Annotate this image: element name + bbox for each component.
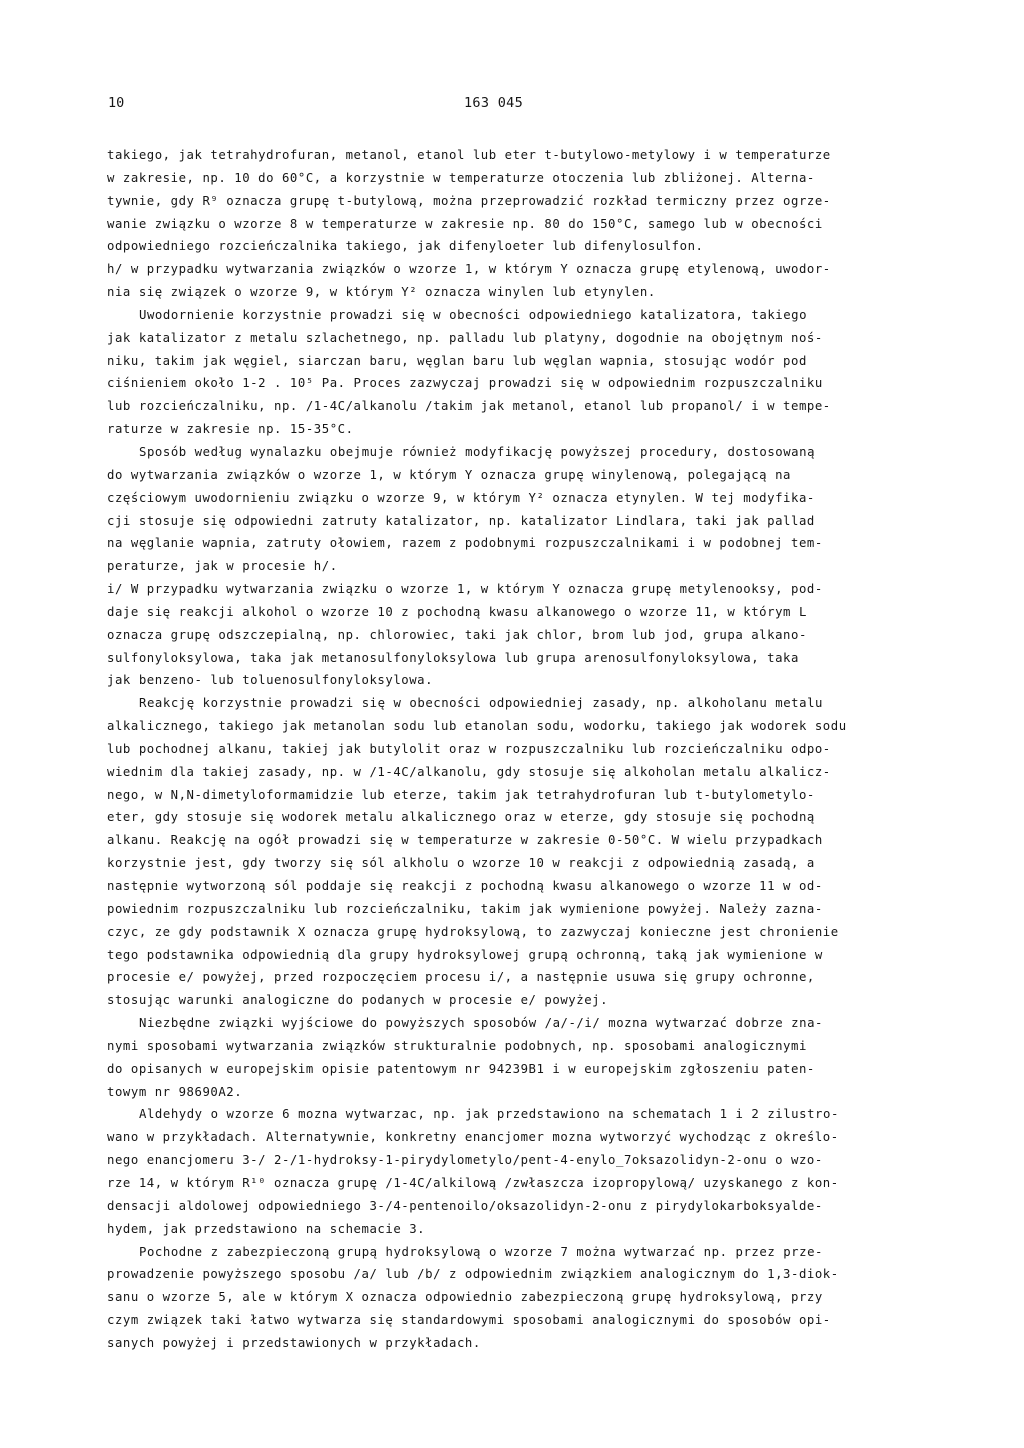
text-line: częściowym uwodornieniu związku o wzorze 9, w którym Y² oznacza etynylen. W tej modyfika-	[107, 490, 815, 505]
text-line: raturze w zakresie np. 15-35°C.	[107, 422, 354, 437]
text-line: Sposób według wynalazku obejmuje również modyfikację powyższej procedury, dostosowaną	[139, 444, 816, 459]
text-line: następnie wytworzoną sól poddaje się reakcji z pochodną kwasu alkanowego o wzorze 11 w od-	[107, 879, 823, 893]
text-line: sulfonyloksylowa, taka jak metanosulfonyloksylowa lub grupa arenosulfonyloksylowa, taka	[107, 650, 799, 665]
text-line: do opisanych w europejskim opisie patentowym nr 94239B1 i w europejskim zgłoszeniu paten-	[107, 1061, 815, 1076]
text-line: peraturze, jak w procesie h/.	[107, 559, 338, 574]
text-line: w zakresie, np. 10 do 60°C, a korzystnie w temperaturze otoczenia lub zbliżonej. Alterna-	[107, 170, 815, 185]
text-line: sanu o wzorze 5, ale w którym X oznacza odpowiednio zabezpieczoną grupę hydroksylową, przy	[107, 1290, 823, 1305]
text-line: sanych powyżej i przedstawionych w przykładach.	[107, 1335, 481, 1350]
text-line: korzystnie jest, gdy tworzy się sól alkholu o wzorze 10 w reakcji z odpowiednią zasadą, a	[107, 856, 815, 871]
text-line: na węglanie wapnia, zatruty ołowiem, razem z podobnymi rozpuszczalnikami i w podobnej tem-	[107, 536, 823, 551]
text-line: alkanu. Reakcję na ogół prowadzi się w temperaturze w zakresie 0-50°C. W wielu przypadkach	[107, 833, 823, 848]
text-line: Aldehydy o wzorze 6 mozna wytwarzac, np. jak przedstawiono na schematach 1 i 2 zilustro-	[139, 1107, 839, 1122]
text-line: wano w przykładach. Alternatywnie, konkretny enancjomer mozna wytworzyć wychodząc z określo-	[107, 1130, 839, 1145]
text-line: stosując warunki analogiczne do podanych w procesie e/ powyżej.	[107, 993, 609, 1008]
text-line: i/ W przypadku wytwarzania związku o wzorze 1, w którym Y oznacza grupę metylenooksy, pod-	[107, 582, 823, 597]
text-line: jak benzeno- lub toluenosulfonyloksylowa.	[107, 673, 434, 688]
text-line: Pochodne z zabezpieczoną grupą hydroksylową o wzorze 7 można wytwarzać np. przez prze-	[139, 1244, 823, 1259]
text-line: tego podstawnika odpowiednią dla grupy hydroksylowej grupą ochronną, taką jak wymienione w	[107, 947, 823, 962]
text-line: tywnie, gdy R⁹ oznacza grupę t-butylową, można przeprowadzić rozkład termiczny przez ogrze-	[107, 193, 831, 208]
body-text	[107, 144, 927, 1355]
text-line: procesie e/ powyżej, przed rozpoczęciem procesu i/, a następnie usuwa się grupy ochronne,	[107, 970, 815, 985]
document-id: 163 045	[464, 95, 523, 111]
text-line: oznacza grupę odszczepialną, np. chlorowiec, taki jak chlor, brom lub jod, grupa alkano-	[107, 627, 807, 642]
text-line: czym związek taki łatwo wytwarza się standardowymi sposobami analogicznymi do sposobów opi-	[107, 1313, 831, 1328]
page-number: 10	[108, 95, 125, 111]
text-line: do wytwarzania związków o wzorze 1, w którym Y oznacza grupę winylenową, polegającą na	[107, 467, 791, 482]
text-line: cji stosuje się odpowiedni zatruty katalizator, np. katalizator Lindlara, taki jak pallad	[107, 513, 815, 528]
text-line: towym nr 98690A2.	[107, 1084, 243, 1099]
text-line: wanie związku o wzorze 8 w temperaturze w zakresie np. 80 do 150°C, samego lub w obecności	[107, 216, 823, 231]
text-line: nia się związek o wzorze 9, w którym Y² oznacza winylen lub etynylen.	[107, 285, 656, 300]
text-line: takiego, jak tetrahydrofuran, metanol, etanol lub eter t-butylowo-metylowy i w temperaturze	[107, 148, 831, 162]
text-line: niku, takim jak węgiel, siarczan baru, węglan baru lub węglan wapnia, stosując wodór pod	[107, 353, 807, 368]
text-line: lub rozcieńczalniku, np. /1-4C/alkanolu /takim jak metanol, etanol lub propanol/ i w tempe-	[107, 399, 831, 414]
text-line: czyc, ze gdy podstawnik X oznacza grupę hydroksylową, to zazwyczaj konieczne jest chronienie	[107, 924, 839, 939]
text-line: prowadzenie powyższego sposobu /a/ lub /b/ z odpowiednim związkiem analogicznym do 1,3-diok-	[107, 1267, 839, 1282]
text-line: ciśnieniem około 1-2 . 10⁵ Pa. Proces zazwyczaj prowadzi się w odpowiednim rozpuszczalniku	[107, 376, 823, 391]
text-line: Niezbędne związki wyjściowe do powyższych sposobów /a/-/i/ mozna wytwarzać dobrze zna-	[139, 1016, 823, 1031]
text-line: eter, gdy stosuje się wodorek metalu alkalicznego oraz w eterze, gdy stosuje się pochodną	[107, 810, 815, 825]
text-line: lub pochodnej alkanu, takiej jak butylolit oraz w rozpuszczalniku lub rozcieńczalniku odpo-	[107, 741, 831, 756]
text-line: nego, w N,N-dimetyloformamidzie lub eterze, takim jak tetrahydrofuran lub t-butylometylo-	[107, 787, 815, 802]
text-line: h/ w przypadku wytwarzania związków o wzorze 1, w którym Y oznacza grupę etylenową, uwodor-	[107, 262, 831, 277]
text-line: jak katalizator z metalu szlachetnego, np. palladu lub platyny, dogodnie na obojętnym noś-	[107, 330, 823, 345]
text-line: nego enancjomeru 3-/ 2-/1-hydroksy-1-pirydylometylo/pent-4-enylo_7oksazolidyn-2-onu o wzo-	[107, 1153, 823, 1168]
text-line: nymi sposobami wytwarzania związków strukturalnie podobnych, np. sposobami analogicznymi	[107, 1038, 807, 1053]
text-line: rze 14, w którym R¹⁰ oznacza grupę /1-4C/alkilową /zwłaszcza izopropylową/ uzyskanego z kon-	[107, 1175, 839, 1190]
text-line: densacji aldolowej odpowiedniego 3-/4-pentenoilo/oksazolidyn-2-onu z pirydylokarboksyalde-	[107, 1198, 823, 1213]
text-line: powiednim rozpuszczalniku lub rozcieńczalniku, takim jak wymienione powyżej. Należy zazna-	[107, 901, 823, 916]
text-line: wiednim dla takiej zasady, np. w /1-4C/alkanolu, gdy stosuje się alkoholan metalu alkalicz-	[107, 764, 831, 779]
text-line: alkalicznego, takiego jak metanolan sodu lub etanolan sodu, wodorku, takiego jak wodorek sodu	[107, 719, 847, 734]
text-line: daje się reakcji alkohol o wzorze 10 z pochodną kwasu alkanowego o wzorze 11, w którym L	[107, 604, 807, 619]
text-line: hydem, jak przedstawiono na schemacie 3.	[107, 1221, 426, 1236]
text-line: odpowiedniego rozcieńczalnika takiego, jak difenyloeter lub difenylosulfon.	[107, 239, 704, 254]
text-line: Uwodornienie korzystnie prowadzi się w obecności odpowiedniego katalizatora, takiego	[139, 307, 808, 322]
text-line: Reakcję korzystnie prowadzi się w obecności odpowiedniej zasady, np. alkoholanu metalu	[139, 696, 823, 711]
